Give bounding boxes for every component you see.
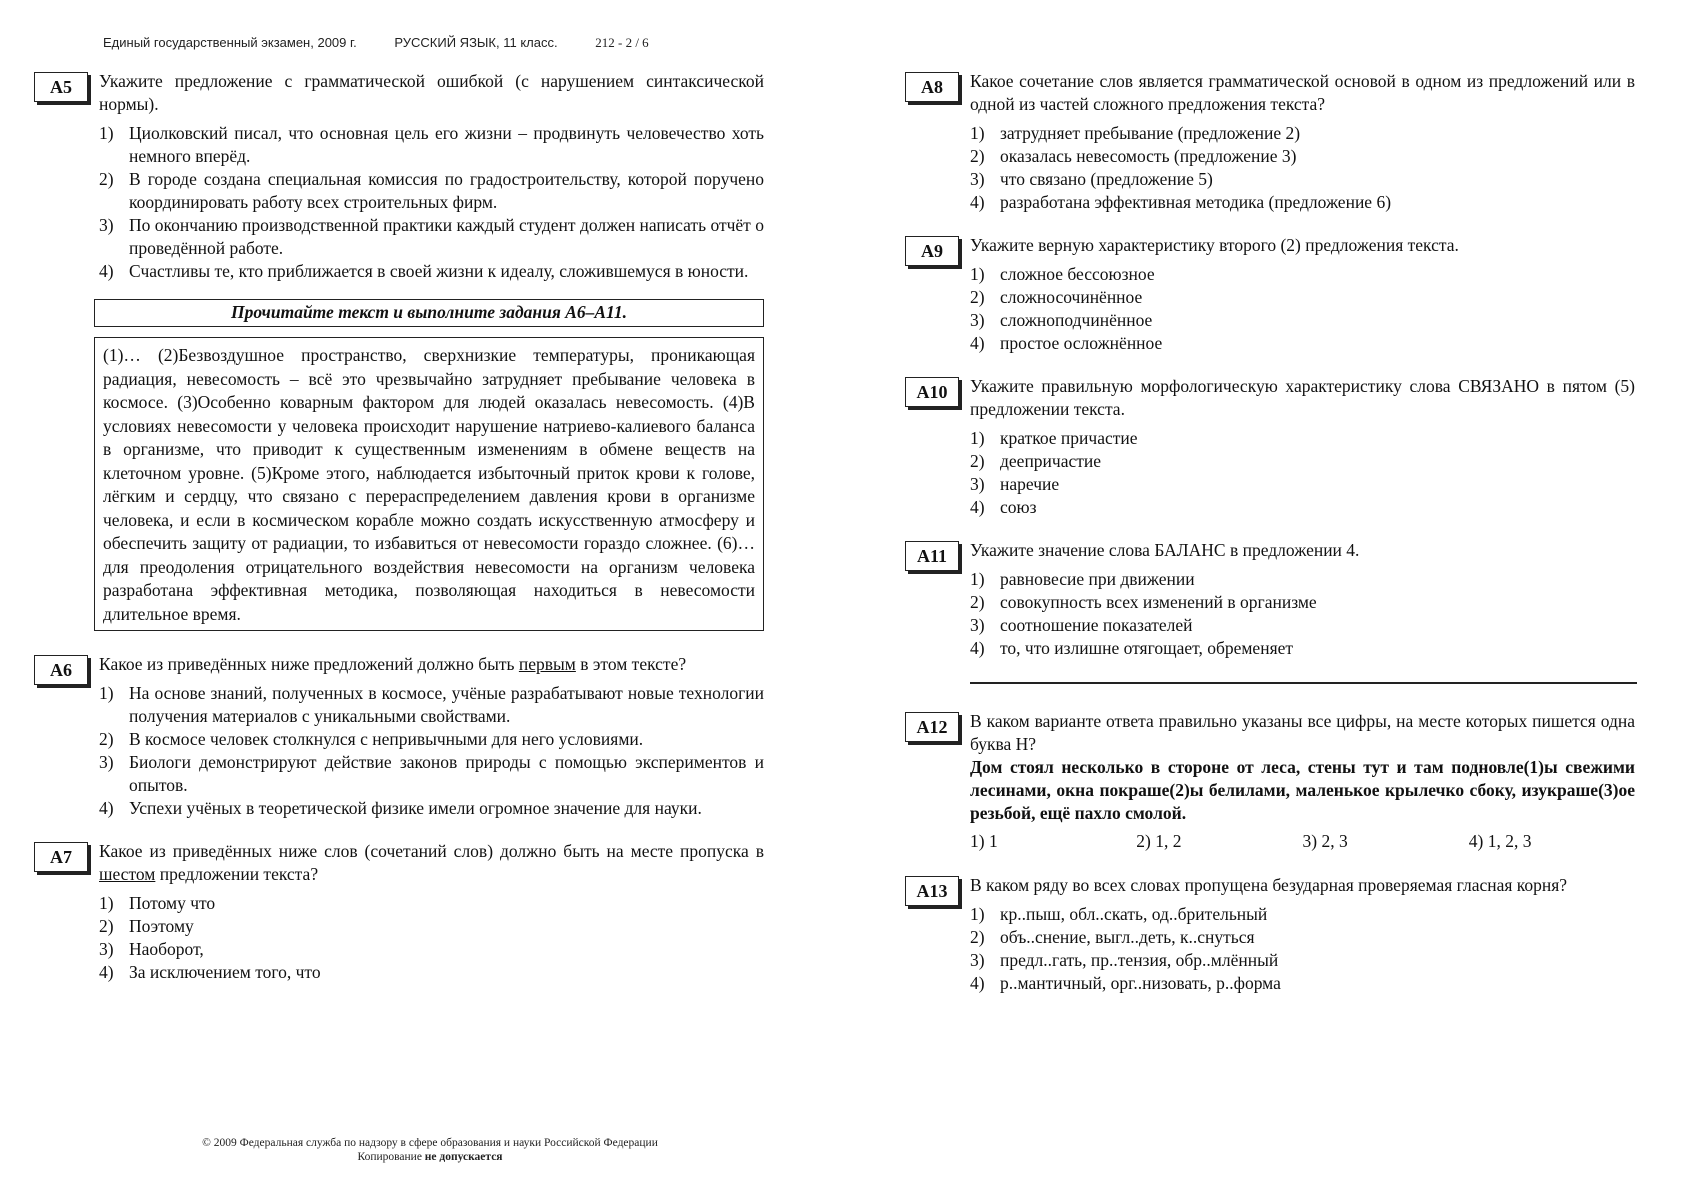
page-code: 212 - 2 / 6 <box>595 35 649 50</box>
task-a12 <box>905 710 1635 852</box>
task-id-a5: А5 <box>34 72 88 102</box>
option-a8-3[interactable]: 3) что связано (предложение 5) <box>970 169 1213 189</box>
question-a8: Какое сочетание слов является грамматической основой в одном из предложений или в одной из частей сложного предложения текста? <box>970 71 1635 114</box>
task-a6 <box>34 653 764 820</box>
task-a5 <box>34 70 764 283</box>
option-a13-1[interactable]: 1) кр..пыш, обл..скать, од..брительный <box>970 904 1268 924</box>
copyright-footer <box>0 1136 860 1164</box>
section-divider <box>970 682 1637 684</box>
question-a13: В каком ряду во всех словах пропущена безударная проверяемая гласная корня? <box>970 875 1568 895</box>
option-a12-4[interactable]: 4) 1, 2, 3 <box>1468 831 1532 851</box>
option-a9-4[interactable]: 4) простое осложнённое <box>970 333 1163 353</box>
option-a10-2[interactable]: 2) деепричастие <box>970 451 1102 471</box>
option-a13-2[interactable]: 2) объ..снение, выгл..деть, к..снуться <box>970 927 1255 947</box>
instruction-banner: Прочитайте текст и выполните задания А6–А11. <box>94 299 764 327</box>
option-a11-4[interactable]: 4) то, что излишне отягощает, обременяет <box>970 638 1294 658</box>
copying-notice: Копирование не допускается <box>357 1151 503 1163</box>
option-a5-4[interactable]: 4) Счастливы те, кто приближается в своей жизни к идеалу, сложившемуся в юности. <box>99 261 749 281</box>
option-a8-2[interactable]: 2) оказалась невесомость (предложение 3) <box>970 146 1297 166</box>
options-a6 <box>99 682 764 820</box>
option-a6-1[interactable]: 1) На основе знаний, полученных в космосе, учёные разрабатывают новые технологии получения материалов с уникальными свойствами. <box>99 683 764 726</box>
question-a7: Какое из приведённых ниже слов (сочетаний слов) должно быть на месте пропуска в шестом предложении текста? <box>99 841 764 884</box>
question-a11: Укажите значение слова БАЛАНС в предложении 4. <box>970 540 1360 560</box>
task-id-a6: А6 <box>34 655 88 685</box>
option-a9-2[interactable]: 2) сложносочинённое <box>970 287 1143 307</box>
option-a12-2[interactable]: 2) 1, 2 <box>1136 831 1182 851</box>
option-a9-3[interactable]: 3) сложноподчинённое <box>970 310 1153 330</box>
task-id-a10: А10 <box>905 377 959 407</box>
options-a5 <box>99 122 764 283</box>
option-a13-3[interactable]: 3) предл..гать, пр..тензия, обр..млённый <box>970 950 1279 970</box>
underlined-word: первым <box>518 654 576 674</box>
options-a11 <box>970 568 1635 660</box>
question-a12: В каком варианте ответа правильно указаны все цифры, на месте которых пишется одна буква Н? <box>970 711 1635 754</box>
option-a11-3[interactable]: 3) соотношение показателей <box>970 615 1193 635</box>
option-a11-2[interactable]: 2) совокупность всех изменений в организме <box>970 592 1317 612</box>
left-column <box>34 70 764 984</box>
question-a6: Какое из приведённых ниже предложений должно быть первым в этом тексте? <box>99 654 687 674</box>
option-a11-1[interactable]: 1) равновесие при движении <box>970 569 1195 589</box>
option-a5-1[interactable]: 1) Циолковский писал, что основная цель его жизни – продвинуть человечество хоть немного вперёд. <box>99 123 764 166</box>
option-a5-3[interactable]: 3) По окончанию производственной практики каждый студент должен написать отчёт о проведённой работе. <box>99 215 764 258</box>
option-a10-1[interactable]: 1) краткое причастие <box>970 428 1138 448</box>
question-a9: Укажите верную характеристику второго (2) предложения текста. <box>970 235 1459 255</box>
task-id-a12: А12 <box>905 712 959 742</box>
task-id-a8: А8 <box>905 72 959 102</box>
task-a8 <box>905 70 1635 214</box>
page-header <box>103 35 649 51</box>
option-a10-3[interactable]: 3) наречие <box>970 474 1060 494</box>
right-column <box>905 70 1635 995</box>
option-a7-1[interactable]: 1) Потому что <box>99 893 216 913</box>
task-a10 <box>905 375 1635 519</box>
options-a13 <box>970 903 1635 995</box>
option-a6-4[interactable]: 4) Успехи учёных в теоретической физике имели огромное значение для науки. <box>99 798 702 818</box>
option-a5-2[interactable]: 2) В городе создана специальная комиссия по градостроительству, которой поручено координировать работу всех строительных фирм. <box>99 169 764 212</box>
option-a6-2[interactable]: 2) В космосе человек столкнулся с непривычными для него условиями. <box>99 729 644 749</box>
task-a7 <box>34 840 764 984</box>
option-a9-1[interactable]: 1) сложное бессоюзное <box>970 264 1155 284</box>
option-a7-3[interactable]: 3) Наоборот, <box>99 939 204 959</box>
task-a13 <box>905 874 1635 995</box>
options-a7 <box>99 892 764 984</box>
task-a9 <box>905 234 1635 355</box>
option-a6-3[interactable]: 3) Биологи демонстрируют действие законов природы с помощью экспериментов и опытов. <box>99 752 764 795</box>
underlined-word: шестом <box>99 864 156 884</box>
options-a8 <box>970 122 1635 214</box>
option-a12-3[interactable]: 3) 2, 3 <box>1302 831 1348 851</box>
sentence-a12: Дом стоял несколько в стороне от леса, стены тут и там подновле(1)ы свежими лесинами, окна покраше(2)ы белилами, маленькое крылечко сбоку, изукраше(3)ое резьбой, ещё пахло смолой. <box>970 757 1635 823</box>
task-a11 <box>905 539 1635 660</box>
reading-passage: (1)… (2)Безвоздушное пространство, сверхнизкие температуры, проникающая радиация, невесомость – всё это чрезвычайно затрудняет пребывание человека в космосе. (3)Особенно коварным фактором для людей оказалась невесомость. (4)В условиях невесомости у человека происходит нарушение натриево-калиевого баланса в организме, что приводит к существенным изменениям в обмене веществ на клеточном уровне. (5)Кроме этого, наблюдается избыточный приток крови к голове, лёгким и сердцу, что связано с перераспределением давления крови в организме человека, и если в космическом корабле можно создать искусственную атмосферу и обеспечить защиту от радиации, то избавиться от невесомости гораздо сложнее. (6)… для преодоления отрицательного воздействия невесомости на организм человека разработана эффективная методика, позволяющая находиться в невесомости длительное время. <box>94 337 764 631</box>
option-a10-4[interactable]: 4) союз <box>970 497 1037 517</box>
subject-title: РУССКИЙ ЯЗЫК, 11 класс. <box>394 35 558 50</box>
task-id-a9: А9 <box>905 236 959 266</box>
option-a8-1[interactable]: 1) затрудняет пребывание (предложение 2) <box>970 123 1301 143</box>
options-a9 <box>970 263 1635 355</box>
options-a10 <box>970 427 1635 519</box>
task-id-a13: А13 <box>905 876 959 906</box>
options-a12 <box>970 831 1635 852</box>
task-id-a7: А7 <box>34 842 88 872</box>
question-a5: Укажите предложение с грамматической ошибкой (с нарушением синтаксической нормы). <box>99 71 764 114</box>
option-a7-2[interactable]: 2) Поэтому <box>99 916 194 936</box>
option-a12-1[interactable]: 1) 1 <box>970 831 998 851</box>
question-a10: Укажите правильную морфологическую характеристику слова СВЯЗАНО в пятом (5) предложении текста. <box>970 376 1635 419</box>
option-a13-4[interactable]: 4) р..мантичный, орг..низовать, р..форма <box>970 973 1281 993</box>
exam-title: Единый государственный экзамен, 2009 г. <box>103 35 357 50</box>
task-id-a11: А11 <box>905 541 959 571</box>
option-a8-4[interactable]: 4) разработана эффективная методика (предложение 6) <box>970 192 1392 212</box>
option-a7-4[interactable]: 4) За исключением того, что <box>99 962 321 982</box>
copyright-line: © 2009 Федеральная служба по надзору в сфере образования и науки Российской Федерации <box>202 1137 658 1149</box>
